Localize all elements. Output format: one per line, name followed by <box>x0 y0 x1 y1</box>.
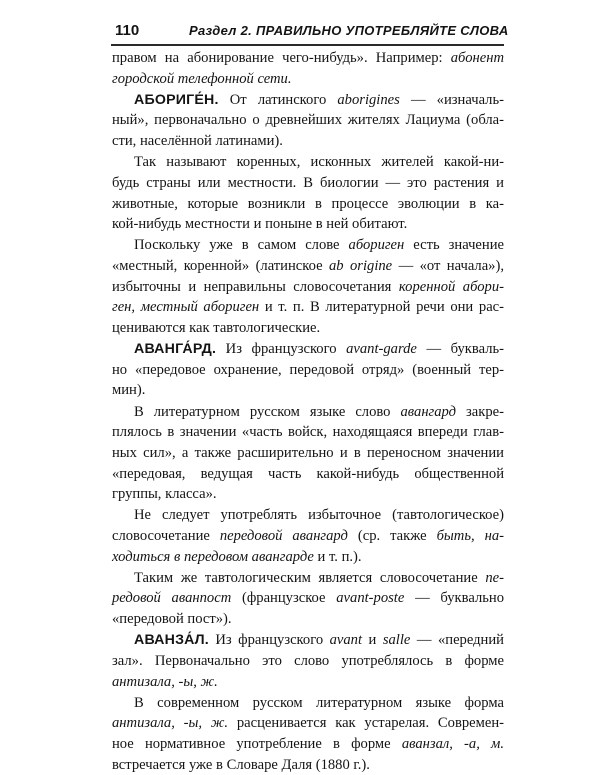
text-run: «передовой пост»). <box>112 611 232 628</box>
text-run: группы, класса». <box>112 486 217 503</box>
italic-term: аванзал, -а, м. <box>401 735 505 752</box>
text-run: расценивается как устарелая. Современ- <box>228 715 505 732</box>
text-run: есть значение <box>404 237 504 254</box>
text-run: сти, населённой латинами). <box>112 133 283 150</box>
text-line <box>134 339 504 359</box>
text-run: (ср. также <box>347 527 437 544</box>
italic-term: avant-garde <box>346 341 417 358</box>
text-run: От латинского <box>218 91 338 108</box>
page-number: 110 <box>115 22 140 39</box>
text-line <box>112 547 504 567</box>
text-run: В современном русском литературном языке форма <box>134 694 504 711</box>
italic-term: пе- <box>485 569 504 586</box>
text-run: — буквально <box>404 590 504 607</box>
text-line <box>112 672 504 692</box>
text-line <box>134 693 504 713</box>
italic-term: передовой авангард <box>219 527 348 544</box>
text-line <box>112 734 504 754</box>
italic-term: ген, местный абориген <box>112 299 260 316</box>
italic-term: avant <box>329 632 363 649</box>
text-run: — «от начала»), <box>392 258 504 274</box>
text-run: ных сил», а также расширительно и в переносном значении <box>112 444 504 461</box>
text-line <box>112 194 504 214</box>
text-line <box>112 318 504 338</box>
text-run: Таким же тавтологическим является словосочетание <box>134 569 486 586</box>
text-line <box>112 173 504 193</box>
text-line <box>112 48 504 68</box>
text-run: избыточны и неправильны словосочетания <box>112 278 399 295</box>
text-line <box>134 402 504 422</box>
italic-term: авангард <box>400 403 457 420</box>
italic-term: антизала, -ы, ж. <box>112 673 218 690</box>
italic-term: коренной абори- <box>398 278 504 295</box>
header-divider <box>111 44 504 46</box>
text-line <box>112 277 504 297</box>
text-run: зал». Первоначально это слово употреблялось в форме <box>112 652 504 669</box>
text-run: (французское <box>231 590 337 607</box>
italic-term: salle <box>382 632 411 649</box>
italic-term: антизала, -ы, ж. <box>112 715 229 732</box>
text-run: правом на абонирование чего-нибудь». Например: <box>112 50 451 66</box>
italic-term: ходиться в передовом авангарде <box>112 548 314 565</box>
text-line <box>112 69 504 89</box>
text-line <box>134 630 504 650</box>
text-line <box>112 588 504 608</box>
text-run: В литературном русском языке слово <box>134 403 401 420</box>
text-line <box>112 380 504 400</box>
text-run: Поскольку уже в самом слове <box>134 237 349 254</box>
text-run: Так называют коренных, исконных жителей какой-ни- <box>134 154 504 171</box>
text-line <box>134 568 504 588</box>
text-line <box>112 484 504 504</box>
text-line <box>112 713 504 733</box>
text-run: кой-нибудь местности и поныне в ней обитают. <box>112 216 408 233</box>
text-run: мин). <box>112 382 146 399</box>
text-run: и т. п.). <box>313 548 362 565</box>
text-line <box>134 152 504 172</box>
text-line <box>112 297 504 317</box>
italic-term: редовой аванпост <box>112 590 232 607</box>
italic-term: абориген <box>348 237 405 254</box>
text-run: «местный, коренной» (латинское <box>112 258 329 274</box>
text-run: ное нормативное употребление в форме <box>112 735 402 752</box>
text-run: — букваль- <box>416 341 504 358</box>
text-run: но «передовое охранение, передовой отряд» (военный тер- <box>112 361 504 378</box>
text-line <box>112 110 504 130</box>
text-run: плялось в значении «часть войск, находящаяся впереди глав- <box>112 424 504 441</box>
text-line <box>134 505 504 525</box>
text-run: будь страны или местности. В биологии — это растения и <box>112 174 504 191</box>
italic-term: ab origine <box>329 258 393 274</box>
text-run: цениваются как тавтологические. <box>112 319 321 336</box>
text-line <box>134 235 504 255</box>
text-run: закре- <box>456 403 504 420</box>
section-title: Раздел 2. ПРАВИЛЬНО УПОТРЕБЛЯЙТЕ СЛОВА <box>189 23 509 38</box>
text-line <box>112 214 504 234</box>
text-line <box>112 443 504 463</box>
text-run: и <box>362 632 383 649</box>
text-run: и т. п. В литературной речи они рас- <box>259 299 505 316</box>
text-run: Не следует употреблять избыточное (тавтологическое) <box>134 507 504 524</box>
text-line <box>112 526 504 546</box>
running-header <box>111 22 511 42</box>
text-line <box>112 651 504 671</box>
text-run: «передовая, ведущая часть какой-нибудь общественной <box>112 465 504 482</box>
text-run: ный», первоначально о древнейших жителях Лациума (обла- <box>112 112 504 129</box>
text-line <box>112 609 504 629</box>
text-run: — «передний <box>410 632 504 649</box>
text-line <box>112 131 504 151</box>
italic-term: абонент <box>450 50 504 66</box>
text-run: животные, которые возникли в процессе эволюции в ка- <box>112 195 504 212</box>
headword: АБОРИГЕ́Н. <box>134 91 219 108</box>
headword: АВАНЗА́Л. <box>134 632 209 649</box>
text-run: Из французского <box>208 632 330 649</box>
text-line <box>112 464 504 484</box>
italic-term: городской телефонной сети. <box>112 70 292 87</box>
text-run: — «изначаль- <box>399 91 504 108</box>
italic-term: быть, на- <box>436 527 504 544</box>
italic-term: aborigines <box>337 91 400 108</box>
italic-term: avant-poste <box>336 590 405 607</box>
text-line <box>112 360 504 380</box>
text-run: словосочетание <box>112 527 220 544</box>
text-run: Из французского <box>216 341 347 358</box>
text-line <box>112 256 504 276</box>
text-run: встречается уже в Словаре Даля (1880 г.). <box>112 756 370 773</box>
text-line <box>112 422 504 442</box>
text-line <box>134 90 504 110</box>
text-line <box>112 755 504 775</box>
headword: АВАНГА́РД. <box>134 341 217 358</box>
